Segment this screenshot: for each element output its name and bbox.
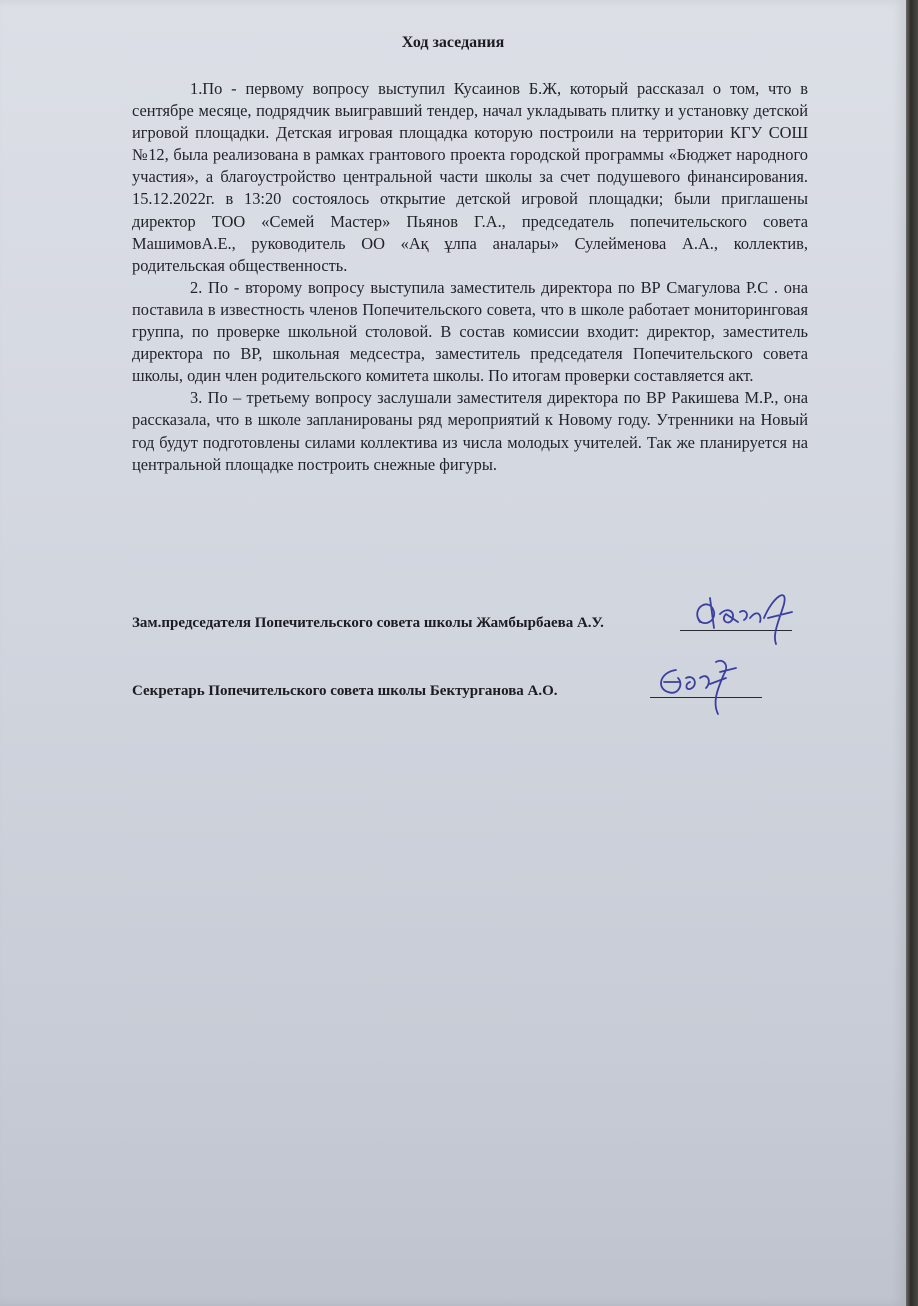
- handwritten-signature-deputy-chair: [680, 578, 800, 650]
- document-body: [132, 78, 808, 476]
- signature-label-deputy-chair: Зам.председателя Попечительского совета школы Жамбырбаева А.У.: [132, 615, 604, 631]
- desk-edge: [906, 0, 918, 1306]
- paragraph-3: 3. По – третьему вопросу заслушали заместителя директора по ВР Ракишева М.Р., она рассказала, что в школе запланированы ряд мероприятий к Новому году. Утренники на Новый год будут подготовлены силами коллектива из числа молодых учителей. Так же планируется на центральной площадке построить снежные фигуры.: [132, 388, 808, 474]
- signature-label-secretary: Секретарь Попечительского совета школы Бектурганова А.О.: [132, 683, 558, 699]
- paragraph-2: 2. По - второму вопросу выступила заместитель директора по ВР Смагулова Р.С . она поставила в известность членов Попечительского совета, что в школе работает мониторинговая группа, по проверке школьной столовой. В состав комиссии входит: директор, заместитель директора по ВР, школьная медсестра, заместитель председателя Попечительского совета школы, один член родительского комитета школы. По итогам проверки составляется акт.: [132, 277, 808, 386]
- paragraph-1: 1.По - первому вопросу выступил Кусаинов Б.Ж, который рассказал о том, что в сентябре месяце, подрядчик выигравший тендер, начал укладывать плитку и установку детской игровой площадки. Детская игровая площадка которую построили на территории КГУ СОШ №12, была реализована в рамках грантового проекта городской программы «Бюджет народного участия», а благоустройство центральной части школы за счет подушевого финансирования. 15.12.2022г. в 13:20 состоялось открытие детской игровой площадки; были приглашены директор ТОО «Семей Мастер» Пьянов Г.А., председатель попечительского совета МашимовА.Е., руководитель ОО «Ақ ұлпа аналары» Сулейменова А.А., коллектив, родительская общественность.: [132, 79, 808, 275]
- document-title: Ход заседания: [401, 34, 505, 51]
- handwritten-signature-secretary: [650, 648, 760, 720]
